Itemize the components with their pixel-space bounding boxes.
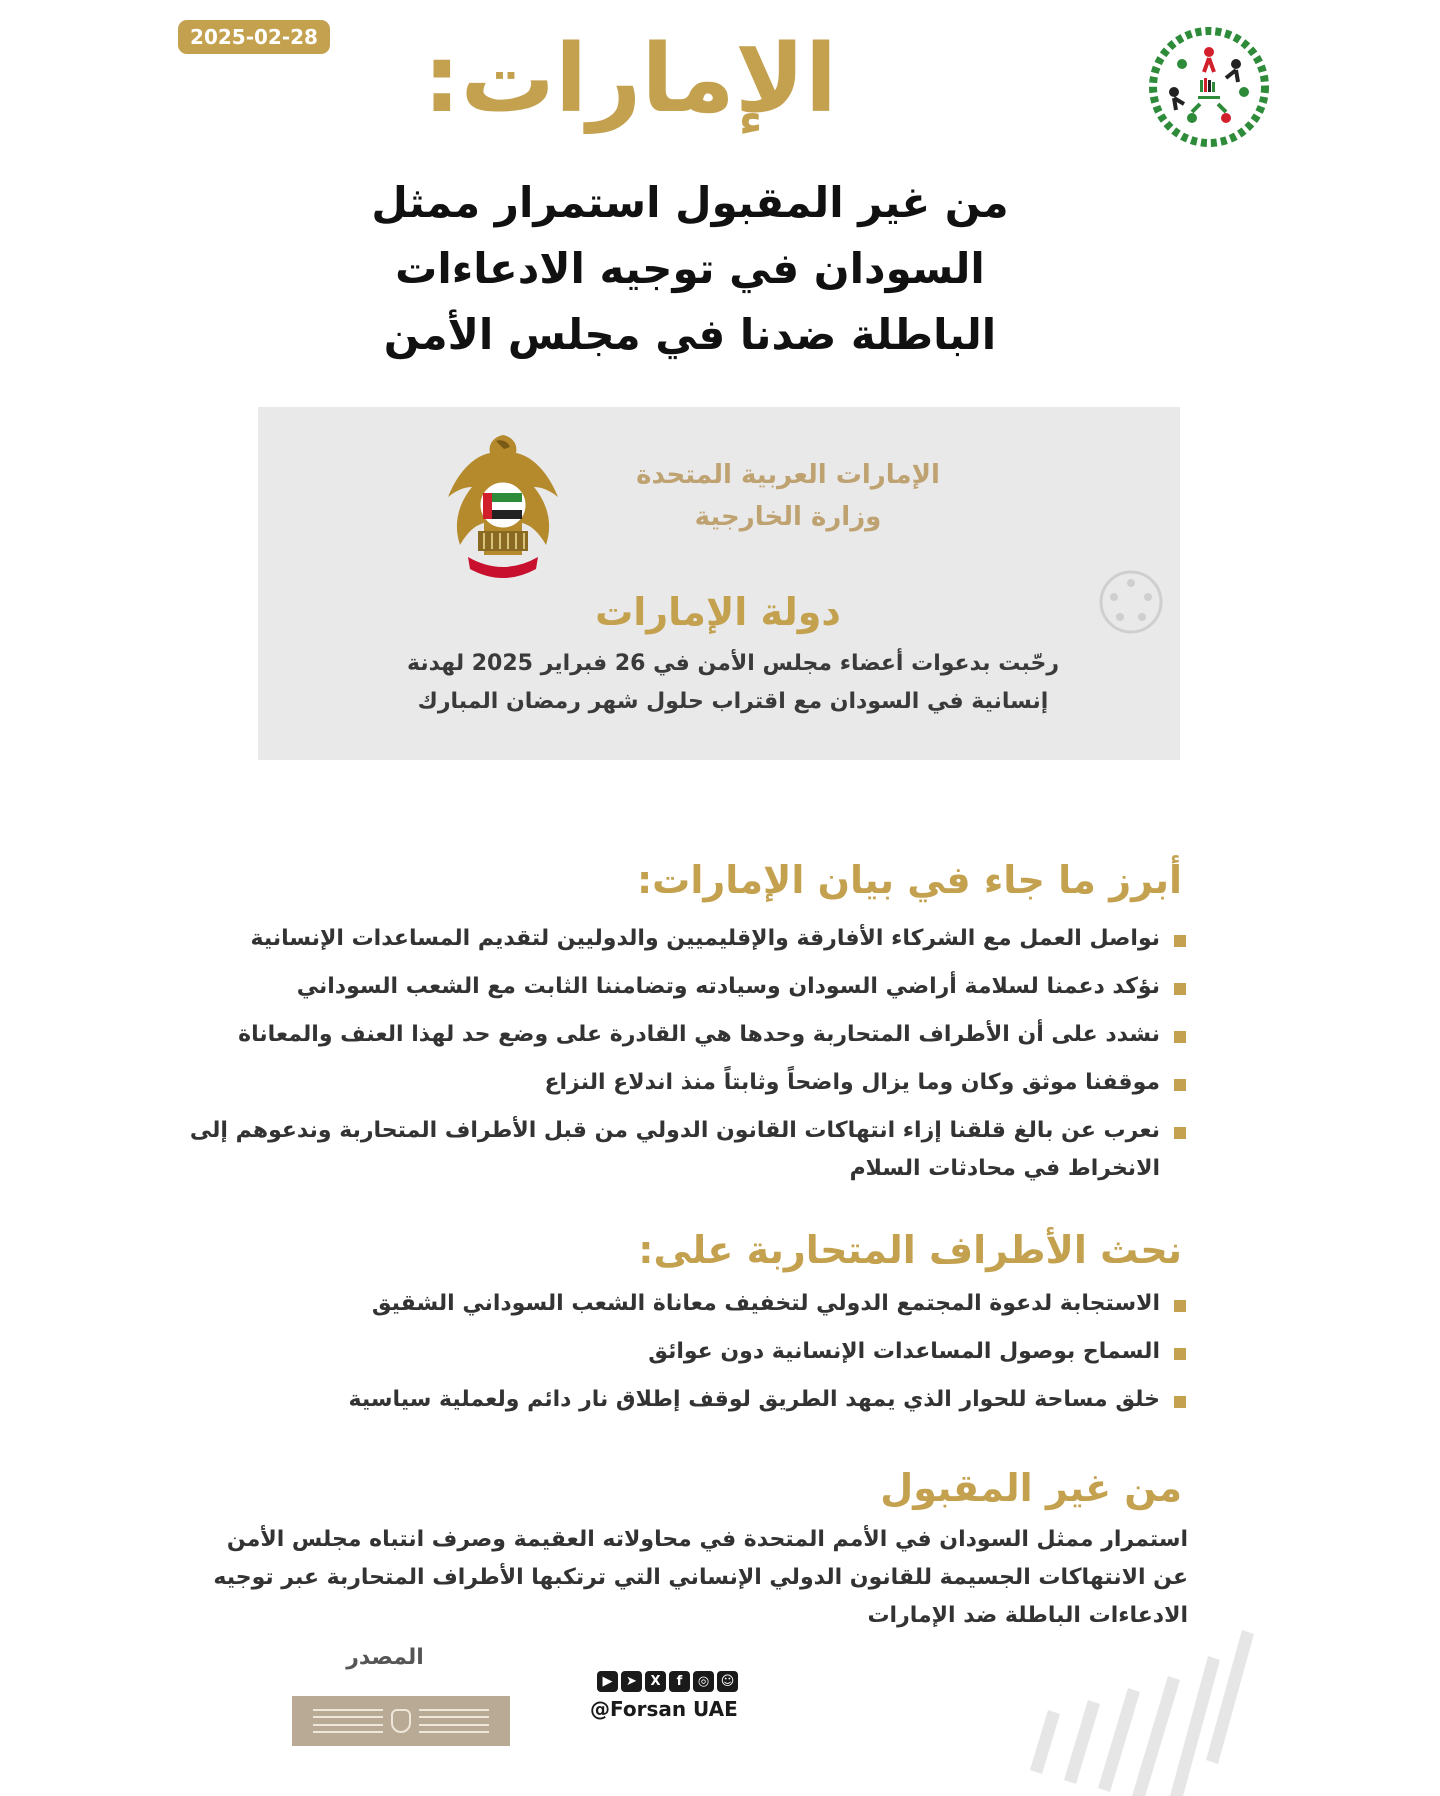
mission-emblem-icon: [391, 1709, 411, 1733]
list-item-text: خلق مساحة للحوار الذي يمهد الطريق لوقف إطلاق نار دائم ولعملية سياسية: [348, 1387, 1160, 1412]
bullet-square-icon: [1174, 1348, 1186, 1360]
list-item: [188, 968, 1188, 1006]
bullet-square-icon: [1174, 935, 1186, 947]
list-item-text: الاستجابة لدعوة المجتمع الدولي لتخفيف معاناة الشعب السوداني الشقيق: [371, 1291, 1160, 1316]
country-name: الإمارات العربية المتحدة: [636, 460, 940, 490]
decorative-stripes: [1030, 1560, 1270, 1796]
unacceptable-title: من غير المقبول: [880, 1466, 1182, 1510]
list-item: [188, 920, 1188, 958]
list-item: [188, 1333, 1188, 1371]
bullet-square-icon: [1174, 1396, 1186, 1408]
forsan-logo: [1146, 24, 1272, 150]
source-label: المصدر: [346, 1645, 424, 1670]
list-item-text: نشدد على أن الأطراف المتحاربة وحدها هي القادرة على وضع حد لهذا العنف والمعاناة: [238, 1022, 1160, 1047]
list-item: [188, 1285, 1188, 1323]
state-text-line: رحّبت بدعوات أعضاء مجلس الأمن في 26 فبراير 2025 لهدنة: [406, 651, 1059, 676]
date-badge: 2025-02-28: [178, 20, 330, 54]
list-item: [188, 1381, 1188, 1419]
list-item-text: نؤكد دعمنا لسلامة أراضي السودان وسيادته وتضامننا الثابت مع الشعب السوداني: [296, 974, 1160, 999]
list-item: [188, 1112, 1188, 1188]
headline-line: السودان في توجيه الادعاءات: [395, 244, 985, 293]
bullet-square-icon: [1174, 1079, 1186, 1091]
list-item-text: نواصل العمل مع الشركاء الأفارقة والإقليميين والدوليين لتقديم المساعدات الإنسانية: [250, 926, 1160, 951]
statement-card: [258, 407, 1180, 760]
list-item-text: موقفنا موثق وكان وما يزال واضحاً وثابتاً منذ اندلاع النزاع: [544, 1070, 1160, 1095]
state-text: [388, 645, 1078, 721]
ministry-name: وزارة الخارجية: [694, 502, 882, 532]
list-item: [188, 1064, 1188, 1102]
state-text-line: إنسانية في السودان مع اقتراب حلول شهر رمضان المبارك: [417, 689, 1049, 714]
highlights-list: [188, 920, 1188, 1198]
uae-emblem: [438, 427, 568, 587]
state-title: دولة الإمارات: [595, 590, 841, 634]
headline-line: من غير المقبول استمرار ممثل: [371, 178, 1009, 227]
youtube-icon[interactable]: ▶: [597, 1671, 618, 1692]
bullet-square-icon: [1174, 1300, 1186, 1312]
social-handle[interactable]: @Forsan UAE: [590, 1697, 738, 1721]
instagram-icon[interactable]: ◎: [693, 1671, 714, 1692]
x-icon[interactable]: X: [645, 1671, 666, 1692]
social-icons: [597, 1671, 738, 1695]
list-item-text: نعرب عن بالغ قلقنا إزاء انتهاكات القانون الدولي من قبل الأطراف المتحاربة وندعوهم إلى الانخراط في محادثات السلام: [189, 1118, 1160, 1181]
snapchat-icon[interactable]: ☺: [717, 1671, 738, 1692]
bullet-square-icon: [1174, 983, 1186, 995]
highlights-title: أبرز ما جاء في بيان الإمارات:: [636, 858, 1182, 902]
list-item: [188, 1016, 1188, 1054]
bullet-square-icon: [1174, 1031, 1186, 1043]
main-title: الإمارات:: [422, 25, 838, 134]
urge-title: نحث الأطراف المتحاربة على:: [638, 1228, 1182, 1272]
telegram-icon[interactable]: ➤: [621, 1671, 642, 1692]
mission-logo-text: [313, 1709, 383, 1733]
facebook-icon[interactable]: f: [669, 1671, 690, 1692]
unacceptable-text: استمرار ممثل السودان في الأمم المتحدة في محاولاته العقيمة وصرف انتباه مجلس الأمن عن الانتهاكات الجسيمة للقانون الدولي الإنساني التي ترتكبها الأطراف المتحاربة عبر توجيه الادعاءات الباطلة ضد الإمارات: [213, 1527, 1188, 1628]
headline-line: الباطلة ضدنا في مجلس الأمن: [383, 310, 997, 359]
bullet-square-icon: [1174, 1127, 1186, 1139]
mission-logo-text: [419, 1709, 489, 1733]
headline: [340, 170, 1040, 368]
uae-mission-logo: [292, 1696, 510, 1746]
forsan-watermark-logo: [1096, 567, 1166, 637]
urge-list: [188, 1285, 1188, 1429]
list-item-text: السماح بوصول المساعدات الإنسانية دون عوائق: [648, 1339, 1160, 1364]
